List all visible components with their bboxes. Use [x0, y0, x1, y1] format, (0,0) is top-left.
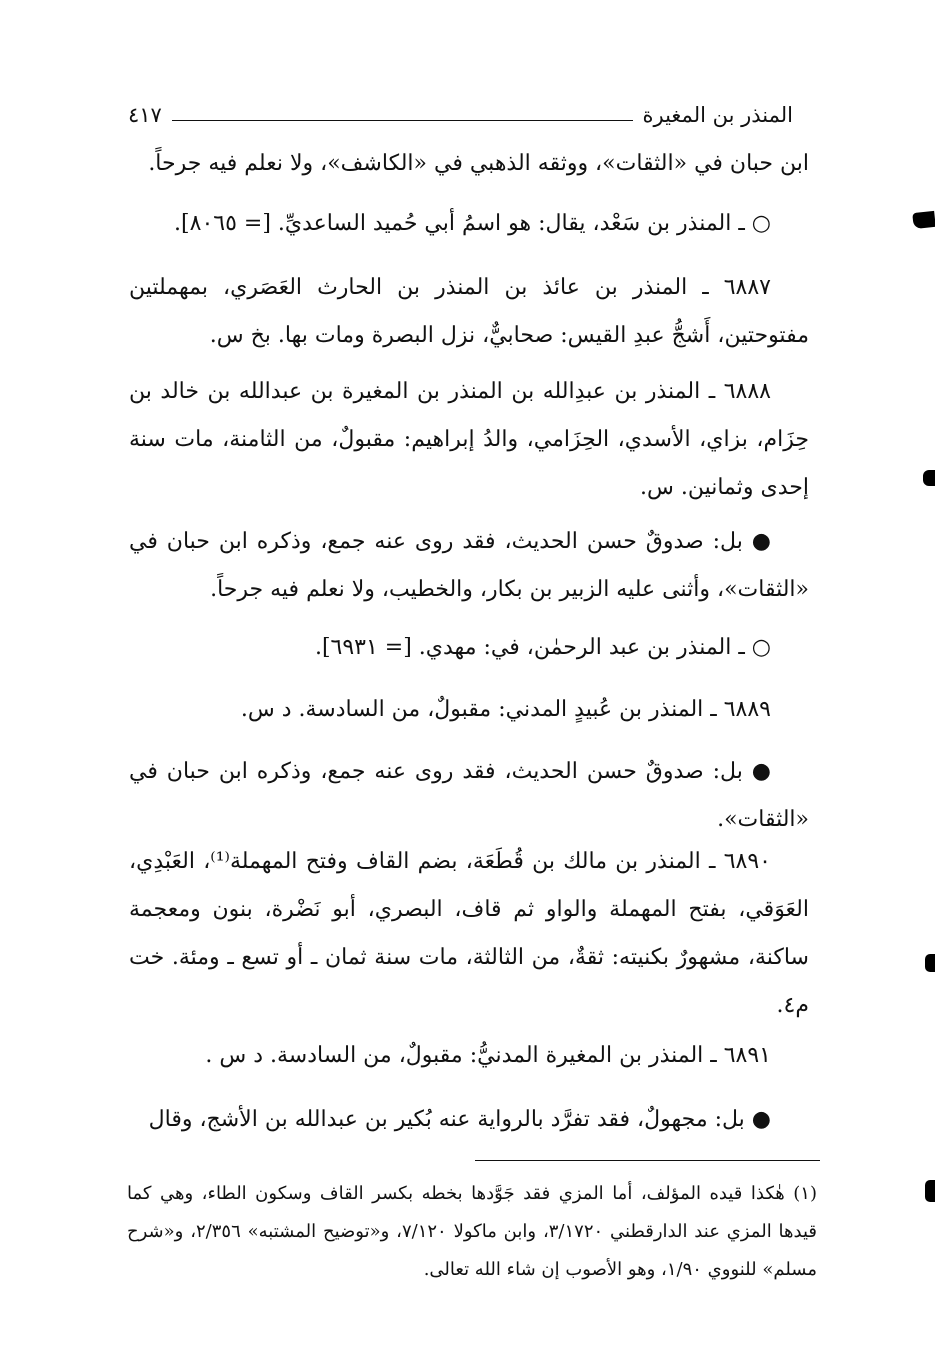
entry-6888: ٦٨٨٨ ـ المنذر بن عبدِالله بن المنذر بن المغيرة بن عبدالله بن خالد بن حِزَام، بزاي، الأسدي، الحِزَامي، والدُ إبراهيم: مقبولٌ، من الثامنة، مات سنة إحدى وثمانين. س.: [129, 379, 809, 500]
entry-cross-ref-saad: ○ ـ المنذر بن سَعْد، يقال: هو اسمُ أبي حُميد الساعديِّ. [= ٨٠٦٥].: [174, 211, 771, 236]
header-rule: [172, 120, 633, 121]
scan-edge-mark: [925, 954, 935, 972]
paragraph-continuation: ابن حبان في «الثقات»، ووثقه الذهبي في «الكاشف»، ولا نعلم فيه جرحاً.: [148, 151, 809, 176]
running-title: المنذر بن المغيرة: [642, 103, 793, 127]
page-number: ٤١٧: [128, 103, 162, 127]
comment-6888: ● بل: صدوقٌ حسن الحديث، فقد روى عنه جمع، وذكره ابن حبان في «الثقات»، وأثنى عليه الزبير بن بكار، والخطيب، ولا نعلم فيه جرحاً.: [129, 529, 809, 602]
scan-edge-mark: [912, 211, 935, 229]
page-header: [128, 100, 793, 130]
entry-6889: ٦٨٨٩ ـ المنذر بن عُبيدٍ المدني: مقبولٌ، من السادسة. د س.: [240, 697, 771, 722]
footnote-separator: [475, 1160, 820, 1161]
entry-cross-ref-abdurrahman: ○ ـ المنذر بن عبد الرحمٰن، في: مهدي. [= ٦٩٣١].: [314, 635, 771, 660]
comment-6891: ● بل: مجهولٌ، فقد تفرَّد بالرواية عنه بُكير بن عبدالله بن الأشج، وقال: [148, 1107, 771, 1132]
entry-6890: ٦٨٩٠ ـ المنذر بن مالك بن قُطَعَة، بضم القاف وفتح المهملة⁽¹⁾، العَبْدِي، العَوَقي، بفتح المهملة والواو ثم قاف، البصري، أبو نَضْرة، بنون ومعجمة ساكنة، مشهورٌ بكنيته: ثقةٌ، من الثالثة، مات سنة ثمان ـ أو تسع ـ ومئة. خت م٤.: [129, 849, 809, 1018]
comment-6889: ● بل: صدوقٌ حسن الحديث، فقد روى عنه جمع، وذكره ابن حبان في «الثقات».: [129, 759, 809, 832]
scan-edge-mark: [925, 1180, 935, 1202]
entry-6887: ٦٨٨٧ ـ المنذر بن عائذ بن المنذر بن الحارث العَصَري، بمهملتين مفتوحتين، أَشجُّ عبدِ القيس: صحابيٌّ، نزل البصرة ومات بها. بخ س.: [129, 275, 809, 348]
scan-edge-mark: [923, 470, 935, 486]
entry-6891: ٦٨٩١ ـ المنذر بن المغيرة المدنيُّ: مقبولٌ، من السادسة. د س .: [205, 1043, 771, 1068]
footnote-1: (١) هٰكذا قيده المؤلف، أما المزي فقد جَوَّدها بخطه بكسر القاف وسكون الطاء، وهي كما قيدها المزي عند الدارقطني ٣/١٧٢٠، وابن ماكولا ٧/١٢٠، و«توضيح المشتبه» ٢/٣٥٦، و«شرح مسلم» للنووي ١/٩٠، وهو الأصوب إن شاء الله تعالى.: [127, 1183, 818, 1280]
